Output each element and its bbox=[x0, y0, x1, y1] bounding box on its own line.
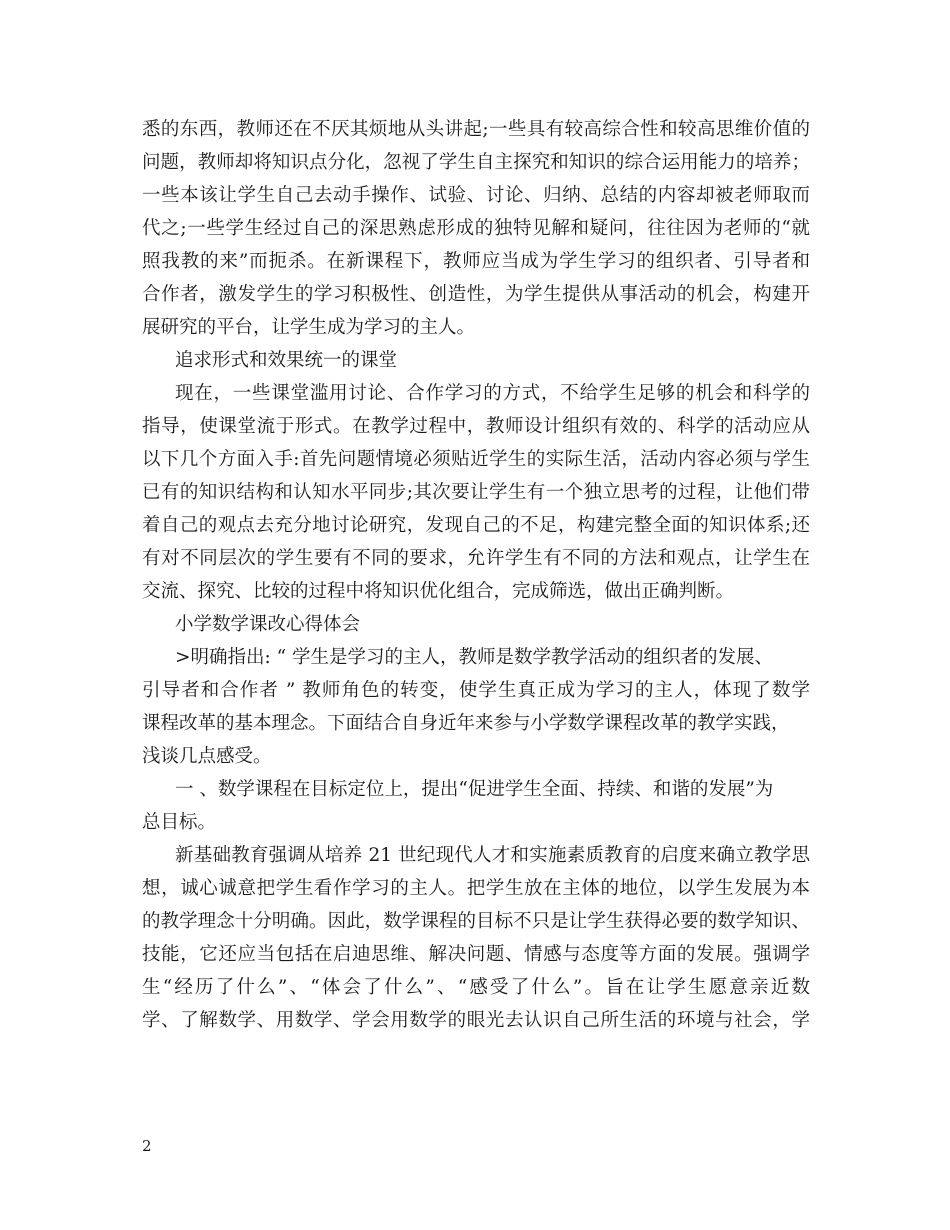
text-line: 一些本该让学生自己去动手操作、试验、讨论、归纳、总结的内容却被老师取而 bbox=[142, 185, 810, 206]
text-line: 一 、数学课程在目标定位上，提出“促进学生全面、持续、和谐的发展”为 bbox=[175, 779, 774, 800]
text-line: 生“经历了什么”、“体会了什么”、“感受了什么”。旨在让学生愿意亲近数 bbox=[142, 977, 810, 998]
text-line: 想，诚心诚意把学生看作学习的主人。把学生放在主体的地位，以学生发展为本 bbox=[142, 878, 810, 899]
text-line: 悉的东西，教师还在不厌其烦地从头讲起;一些具有较高综合性和较高思维价值的 bbox=[142, 119, 810, 140]
text-line: 问题，教师却将知识点分化，忽视了学生自主探究和知识的综合运用能力的培养； bbox=[142, 152, 810, 173]
text-line: 以下几个方面入手:首先问题情境必须贴近学生的实际生活，活动内容必须与学生 bbox=[142, 449, 810, 470]
text-line: 合作者，激发学生的学习积极性、创造性，为学生提供从事活动的机会，构建开 bbox=[142, 284, 810, 305]
text-line: 总目标。 bbox=[142, 812, 217, 833]
text-line: 着自己的观点去充分地讨论研究，发现自己的不足，构建完整全面的知识体系;还 bbox=[142, 515, 810, 536]
page-number: 2 bbox=[142, 1137, 152, 1155]
text-line: 指导，使课堂流于形式。在教学过程中，教师设计组织有效的、科学的活动应从 bbox=[142, 416, 810, 437]
text-line: 有对不同层次的学生要有不同的要求，允许学生有不同的方法和观点，让学生在 bbox=[142, 548, 810, 569]
text-line: 代之;一些学生经过自己的深思熟虑形成的独特见解和疑问，往往因为老师的“就 bbox=[142, 218, 810, 239]
text-line: 追求形式和效果统一的课堂 bbox=[175, 350, 398, 371]
text-line: 引导者和合作者 ” 教师角色的转变，使学生真正成为学习的主人，体现了数学 bbox=[142, 680, 810, 701]
text-line: 已有的知识结构和认知水平同步;其次要让学生有一个独立思考的过程，让他们带 bbox=[142, 482, 810, 503]
text-line: 新基础教育强调从培养 21 世纪现代人才和实施素质教育的启度来确立教学思 bbox=[175, 845, 810, 866]
text-line: 交流、探究、比较的过程中将知识优化组合，完成筛选，做出正确判断。 bbox=[142, 581, 735, 602]
text-line: 展研究的平台，让学生成为学习的主人。 bbox=[142, 317, 476, 338]
text-line: 的教学理念十分明确。因此，数学课程的目标不只是让学生获得必要的数学知识、 bbox=[142, 911, 810, 932]
text-line: 现在，一些课堂滥用讨论、合作学习的方式，不给学生足够的机会和科学的 bbox=[175, 383, 810, 404]
text-line: 小学数学课改心得体会 bbox=[175, 614, 361, 635]
text-line: 学、了解数学、用数学、学会用数学的眼光去认识自己所生活的环境与社会，学 bbox=[142, 1010, 810, 1031]
text-line: 技能，它还应当包括在启迪思维、解决问题、情感与态度等方面的发展。强调学 bbox=[142, 944, 810, 965]
body-text bbox=[142, 113, 810, 1037]
text-line: >明确指出: “ 学生是学习的主人，教师是数学教学活动的组织者的发展、 bbox=[175, 647, 773, 668]
text-line: 浅谈几点感受。 bbox=[142, 746, 272, 767]
text-line: 课程改革的基本理念。下面结合自身近年来参与小学数学课程改革的教学实践， bbox=[142, 713, 790, 734]
text-line: 照我教的来”而扼杀。在新课程下，教师应当成为学生学习的组织者、引导者和 bbox=[142, 251, 810, 272]
